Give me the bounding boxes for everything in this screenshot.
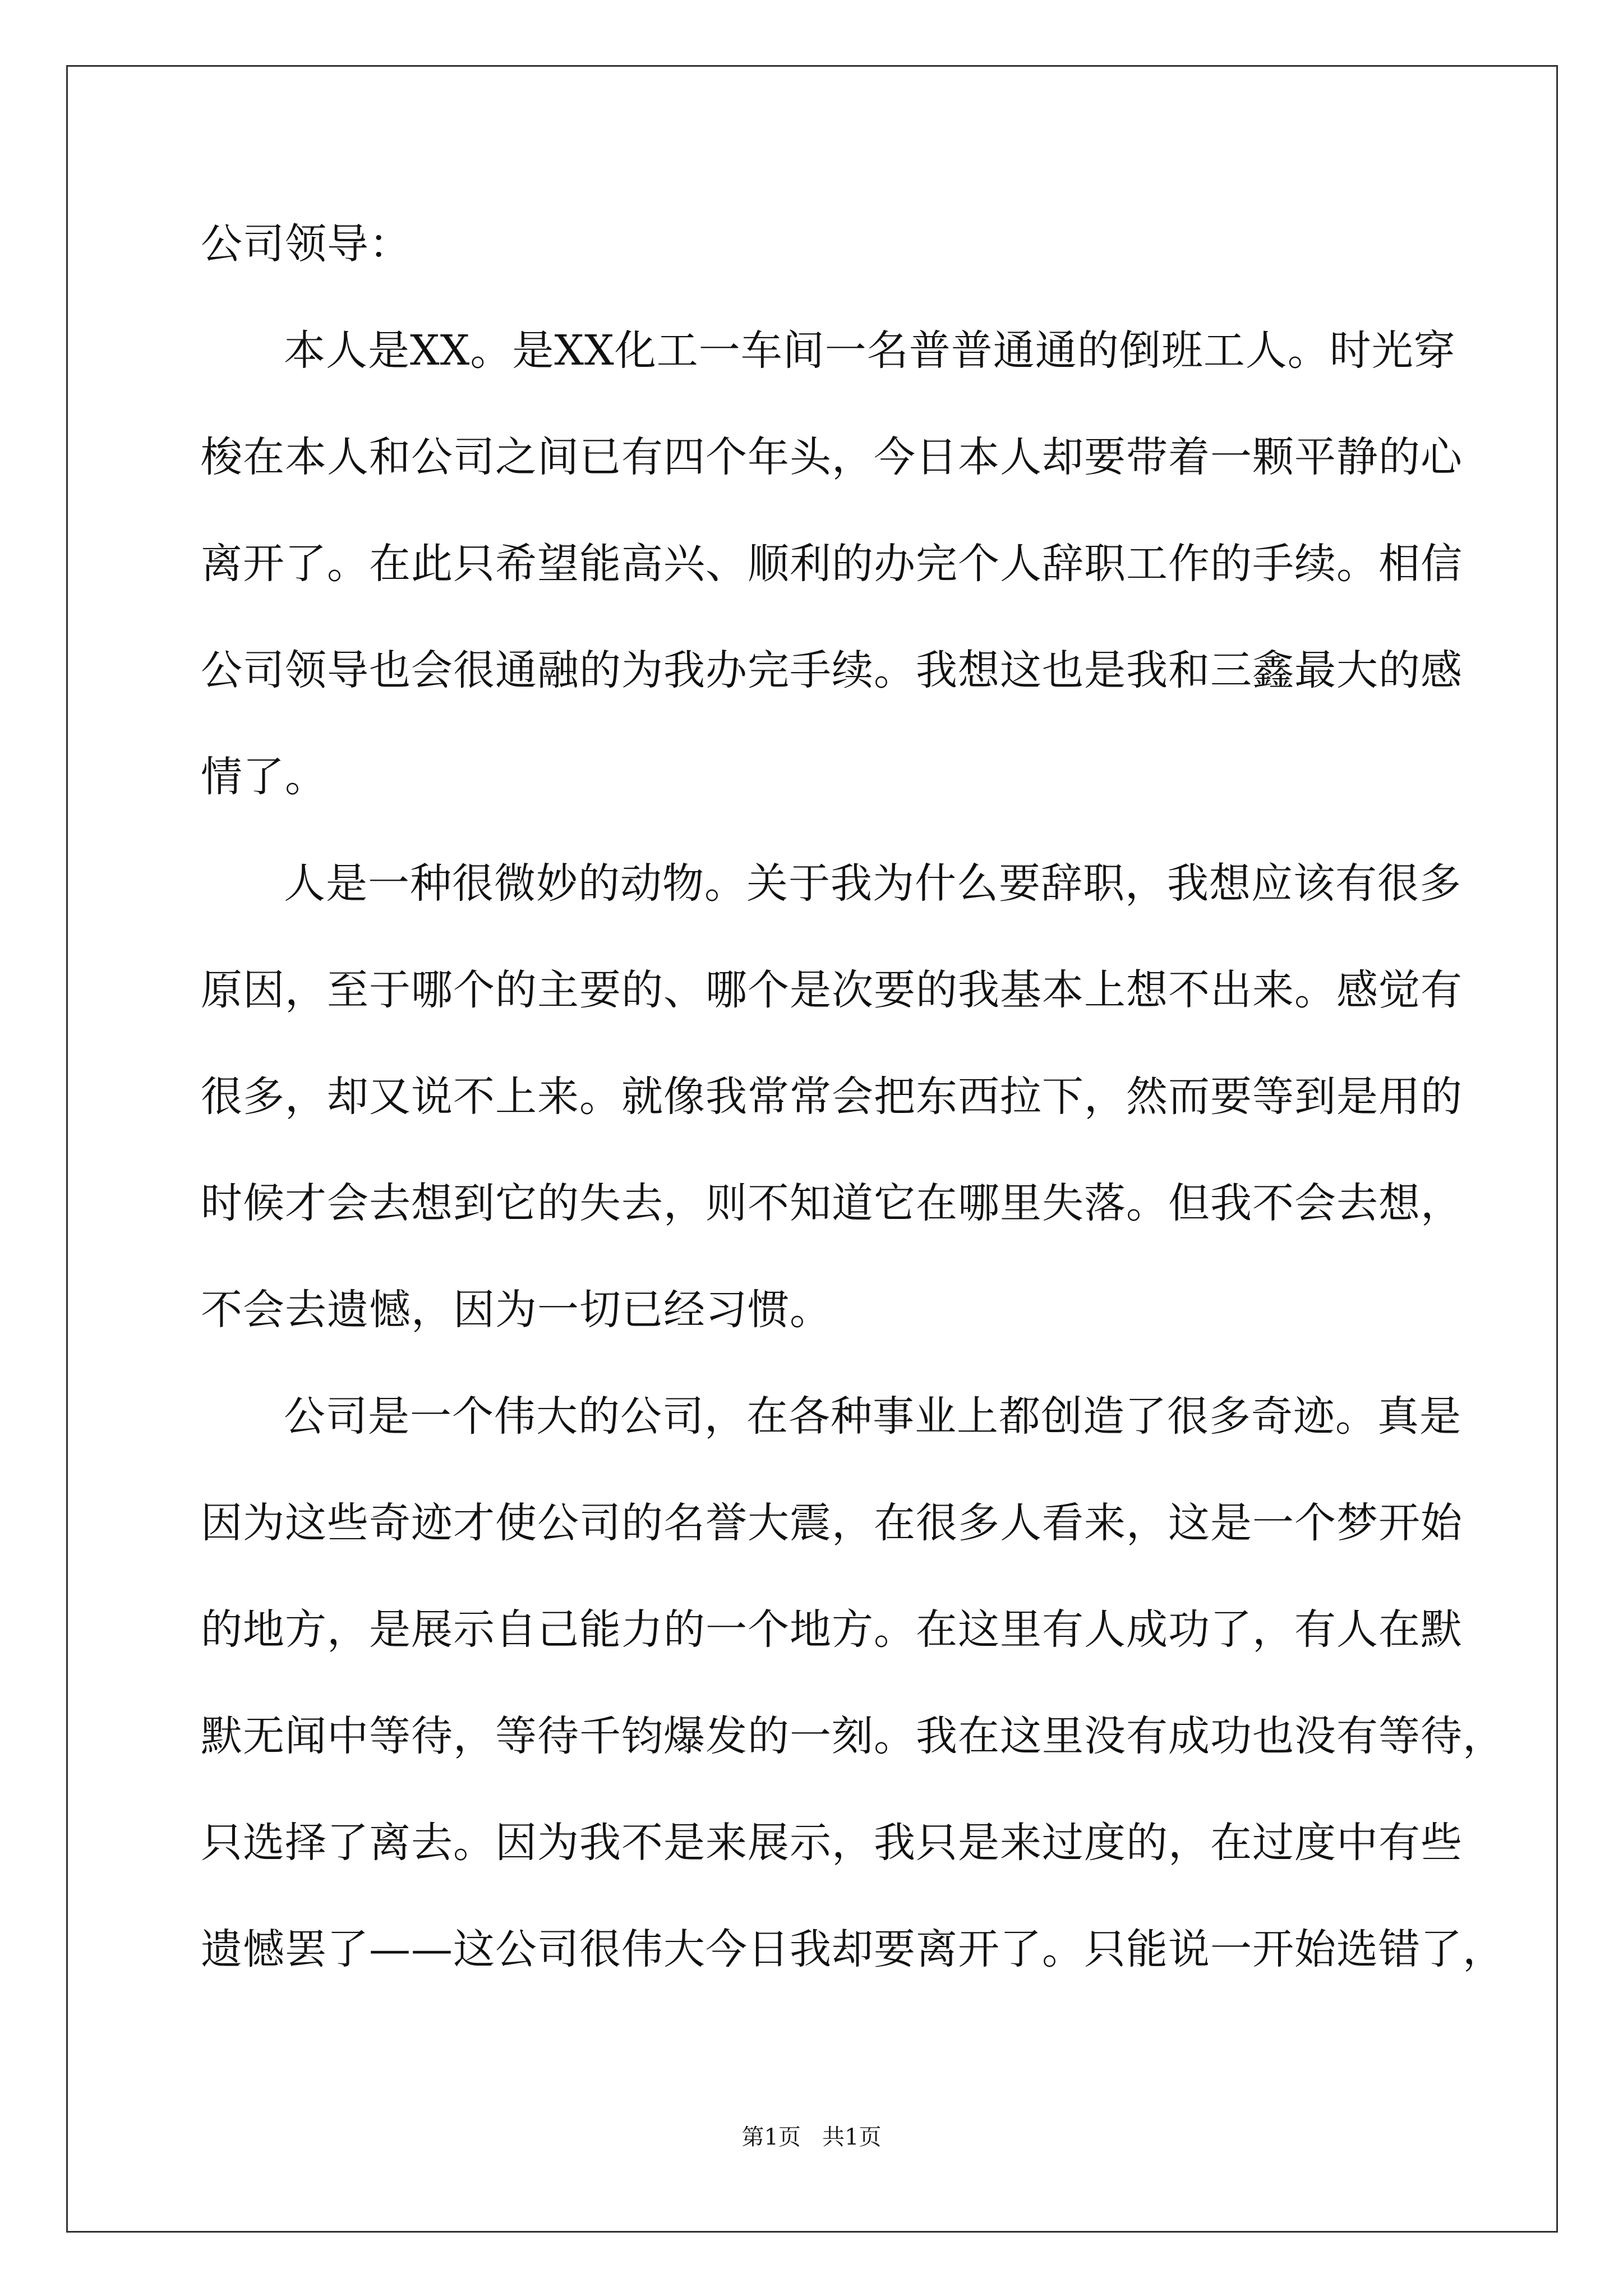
paragraph-line: 很多，却又说不上来。就像我常常会把东西拉下，然而要等到是用的 xyxy=(201,1073,1463,1121)
paragraph-line: 梭在本人和公司之间已有四个年头，今日本人却要带着一颗平静的心 xyxy=(201,433,1463,481)
paragraph-line: 遗憾罢了——这公司很伟大今日我却要离开了。只能说一开始选错了， xyxy=(201,1925,1505,1973)
paragraph-line: 默无闻中等待，等待千钧爆发的一刻。我在这里没有成功也没有等待， xyxy=(201,1712,1505,1760)
paragraph-line: 的地方，是展示自己能力的一个地方。在这里有人成功了，有人在默 xyxy=(201,1605,1463,1654)
paragraph-line: 因为这些奇迹才使公司的名誉大震，在很多人看来，这是一个梦开始 xyxy=(201,1499,1463,1547)
paragraph-line: 人是一种很微妙的动物。关于我为什么要辞职，我想应该有很多 xyxy=(284,859,1461,908)
paragraph-line: 离开了。在此只希望能高兴、顺利的办完个人辞职工作的手续。相信 xyxy=(201,540,1463,588)
page-border xyxy=(66,65,1558,2233)
paragraph-line: 情了。 xyxy=(201,753,327,801)
paragraph-line: 公司领导也会很通融的为我办完手续。我想这也是我和三鑫最大的感 xyxy=(201,646,1463,694)
paragraph-line: 时候才会去想到它的失去，则不知道它在哪里失落。但我不会去想， xyxy=(201,1179,1463,1227)
salutation: 公司领导： xyxy=(201,220,411,268)
paragraph-line: 不会去遗憾，因为一切已经习惯。 xyxy=(201,1286,832,1334)
paragraph-line: 公司是一个伟大的公司，在各种事业上都创造了很多奇迹。真是 xyxy=(284,1392,1461,1441)
paragraph-line: 本人是XX。是XX化工一车间一名普普通通的倒班工人。时光穿 xyxy=(284,326,1456,375)
page-number-footer: 第1页 共1页 xyxy=(741,2124,882,2150)
paragraph-line: 只选择了离去。因为我不是来展示，我只是来过度的，在过度中有些 xyxy=(201,1819,1463,1867)
paragraph-line: 原因，至于哪个的主要的、哪个是次要的我基本上想不出来。感觉有 xyxy=(201,966,1463,1014)
